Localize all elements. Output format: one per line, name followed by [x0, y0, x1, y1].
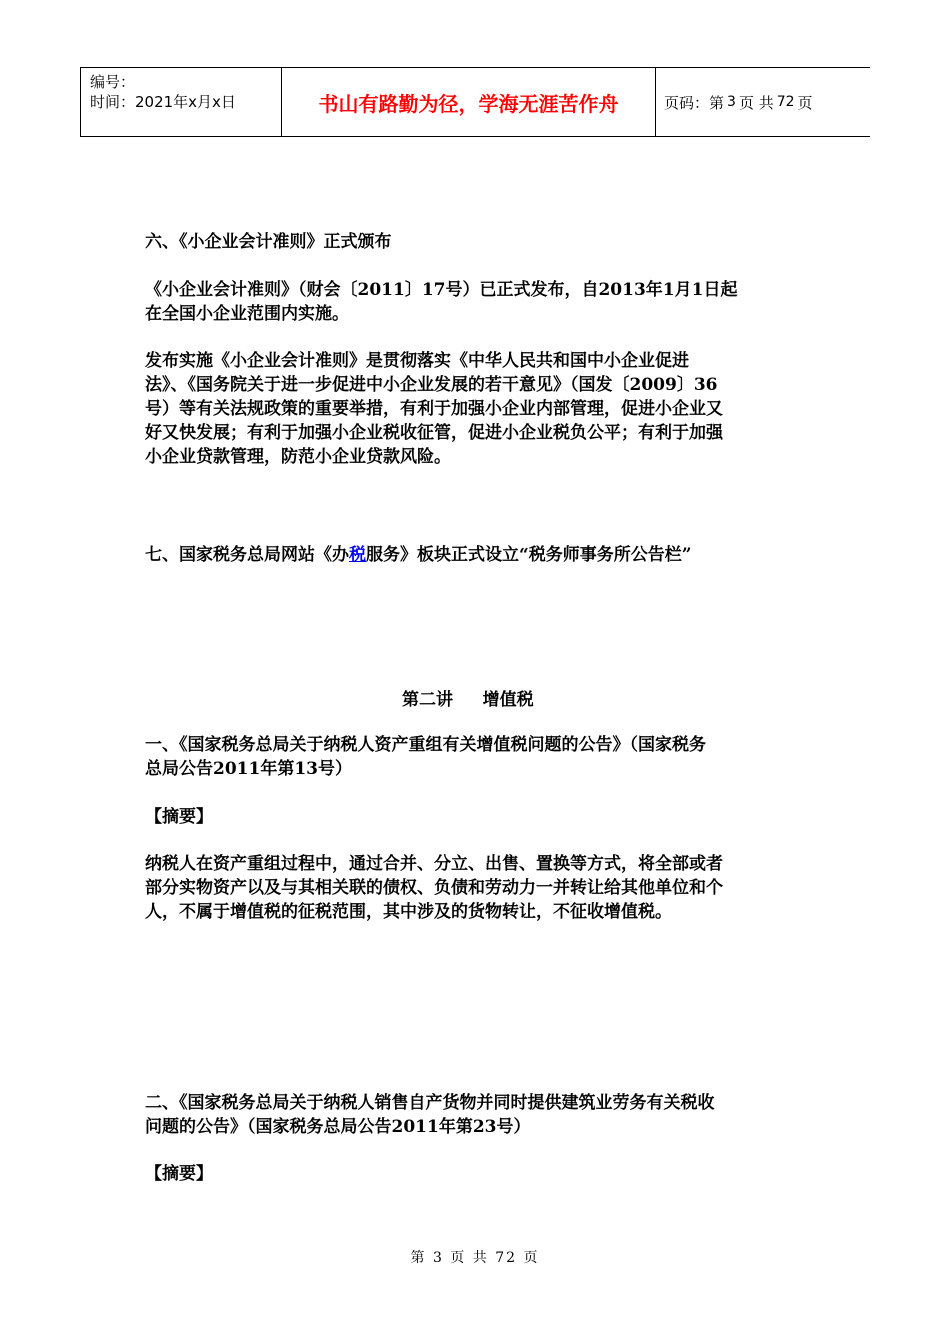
- text-line: 二、《国家税务总局关于纳税人销售自产货物并同时提供建筑业劳务有关税收: [145, 1093, 715, 1113]
- lecture-title: 第二讲 增值税: [402, 690, 534, 710]
- header-divider-2: [655, 68, 656, 136]
- header-meta: [90, 72, 236, 112]
- item-2-title: [145, 1091, 810, 1139]
- section-6-paragraph-2: [145, 349, 810, 469]
- section-6-paragraph-1: [145, 278, 810, 326]
- text-line: 《小企业会计准则》（财会〔2011〕17号）已正式发布，自2013年1月1日起: [145, 280, 738, 300]
- page-current: 3: [727, 94, 736, 110]
- page-total: 72: [776, 94, 795, 110]
- text-line: 人，不属于增值税的征税范围，其中涉及的货物转让，不征收增值税。: [145, 902, 672, 922]
- header-motto: 书山有路勤为径，学海无涯苦作舟: [318, 91, 619, 116]
- page-mid: 页 共: [738, 93, 774, 112]
- text-line: 纳税人在资产重组过程中，通过合并、分立、出售、置换等方式，将全部或者: [145, 854, 723, 874]
- text-line: 号）等有关法规政策的重要举措，有利于加强小企业内部管理，促进小企业又: [145, 399, 723, 419]
- page-prefix: 页码：第: [664, 93, 725, 112]
- header-page-info: [664, 68, 813, 136]
- section-7-text-before: 七、国家税务总局网站《办: [145, 545, 349, 565]
- text-line: 小企业贷款管理，防范小企业贷款风险。: [145, 447, 451, 467]
- text-line: 法》、《国务院关于进一步促进中小企业发展的若干意见》（国发〔2009〕36: [145, 375, 718, 395]
- header-border-left: [80, 68, 81, 136]
- section-6-title: 六、《小企业会计准则》正式颁布: [145, 232, 392, 252]
- text-line: 问题的公告》（国家税务总局公告2011年第23号）: [145, 1117, 531, 1137]
- item-1-title: [145, 733, 810, 781]
- header-table: [80, 67, 870, 137]
- page-suffix: 页: [797, 93, 813, 112]
- text-line: 发布实施《小企业会计准则》是贯彻落实《中华人民共和国中小企业促进: [145, 351, 689, 371]
- summary-label-1: 【摘要】: [145, 807, 213, 827]
- text-line: 总局公告2011年第13号）: [145, 759, 352, 779]
- text-line: 部分实物资产以及与其相关联的债权、负债和劳动力一并转让给其他单位和个: [145, 878, 723, 898]
- section-7-text-after: 服务》板块正式设立“税务师事务所公告栏”: [366, 545, 692, 565]
- text-line: 在全国小企业范围内实施。: [145, 304, 349, 324]
- time-label: 时间：2021年x月x日: [90, 93, 236, 111]
- tax-link[interactable]: 税: [349, 545, 366, 565]
- text-line: 一、《国家税务总局关于纳税人资产重组有关增值税问题的公告》（国家税务: [145, 735, 706, 755]
- serial-label: 编号：: [90, 73, 136, 91]
- item-1-body: [145, 852, 810, 924]
- summary-label-2: 【摘要】: [145, 1164, 213, 1184]
- text-line: 好又快发展；有利于加强小企业税收征管，促进小企业税负公平；有利于加强: [145, 423, 723, 443]
- page-footer: 第 3 页 共 72 页: [410, 1250, 540, 1266]
- section-7-title: [145, 543, 810, 567]
